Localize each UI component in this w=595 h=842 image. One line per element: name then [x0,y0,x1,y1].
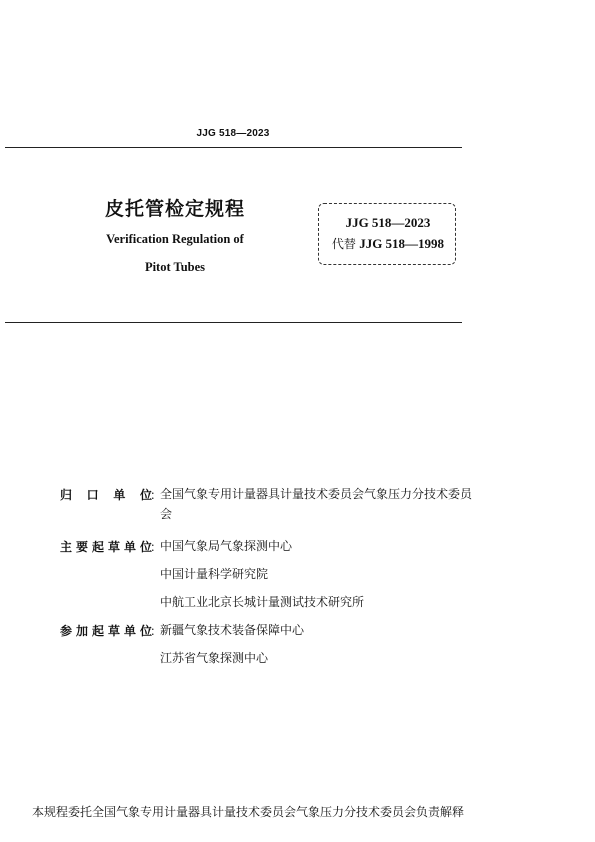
top-divider [5,147,462,148]
replaces-code: JJG 518—1998 [359,236,445,251]
responsible-unit-value: 全国气象专用计量器具计量技术委员会气象压力分技术委员会 [160,487,473,521]
bottom-divider [5,322,462,323]
main-drafting-label: 主要起草单位 [60,540,152,554]
header-standard-code: JJG 518—2023 [196,128,270,139]
replaces-prefix: 代替 [331,237,356,251]
title-chinese: 皮托管检定规程 [104,198,245,220]
title-english-line1: Verification Regulation of [106,232,244,246]
participating-drafting-colon: ： [150,624,163,638]
main-drafting-unit-3: 中航工业北京长城计量测试技术研究所 [160,595,365,609]
main-drafting-unit-1: 中国气象局气象探测中心 [160,539,293,553]
replaces-standard [318,235,458,252]
interpretation-note: 本规程委托全国气象专用计量器具计量技术委员会气象压力分技术委员会负责解释 [32,805,465,819]
participating-drafting-unit-1: 新疆气象技术装备保障中心 [160,623,305,637]
title-english-line2: Pitot Tubes [144,260,206,274]
standard-code-box [318,203,456,265]
main-drafting-colon: ： [150,540,163,554]
main-drafting-unit-2: 中国计量科学研究院 [160,567,269,581]
standard-code: JJG 518—2023 [345,215,431,230]
responsible-unit-label: 归口单位 [60,488,152,502]
participating-drafting-unit-2: 江苏省气象探测中心 [160,651,269,665]
responsible-unit-colon: ： [150,488,163,502]
participating-drafting-label: 参加起草单位 [60,624,152,638]
